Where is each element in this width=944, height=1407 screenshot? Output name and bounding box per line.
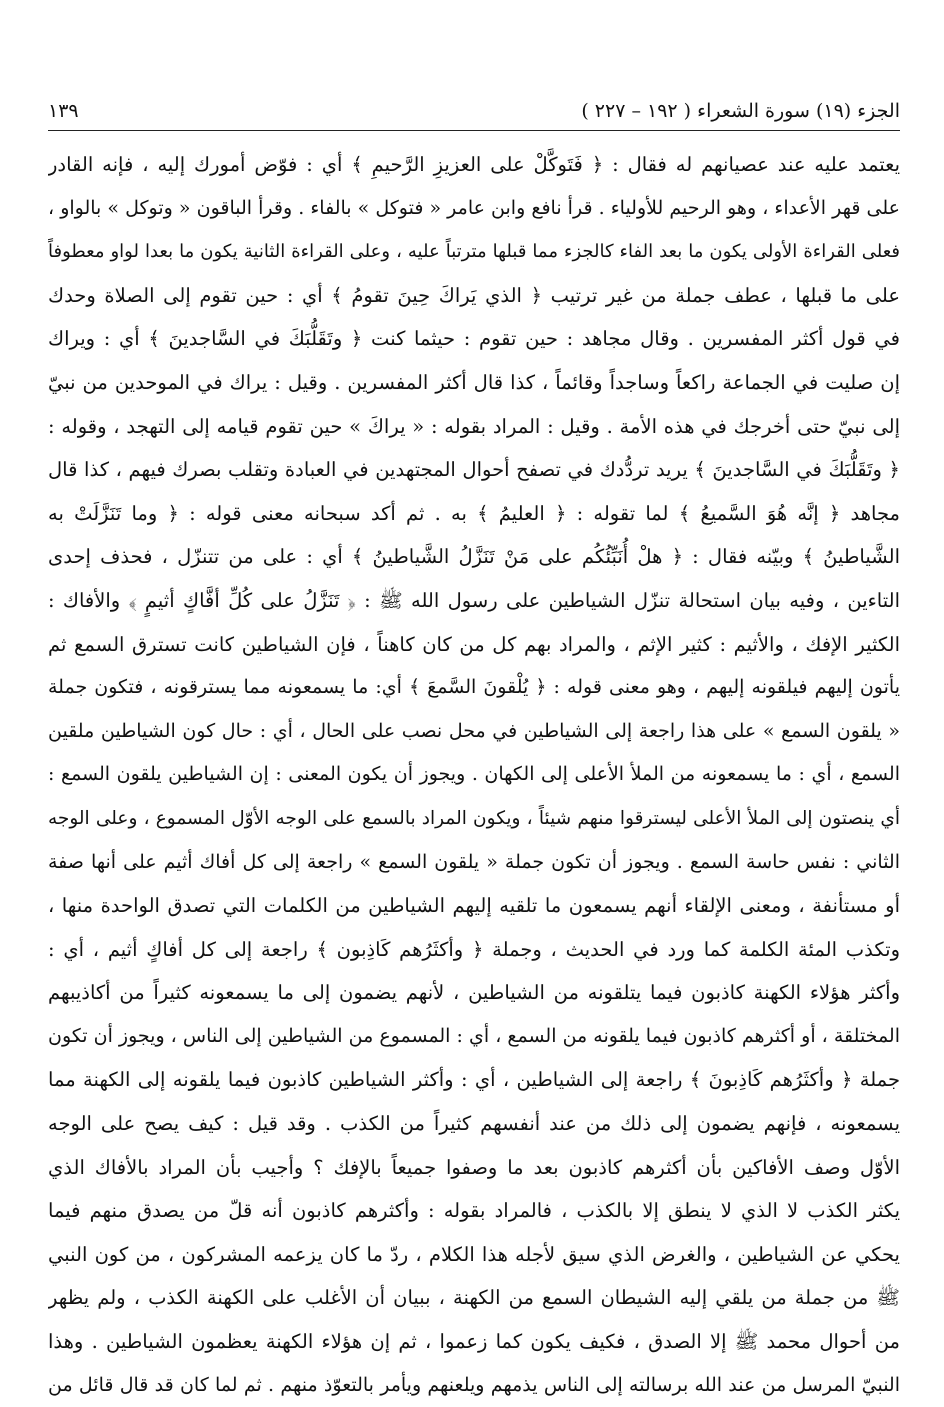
text-line: المختلقة ، أو أكثرهم كاذبون فيما يلقونه من السمع ، أي : المسموع من الشياطين إلى الناس ، ويجوز أن تكون — [48, 1024, 900, 1047]
text-line: وتكذب المئة الكلمة كما ورد في الحديث ، وجملة ﴿ وأكثَرُهم كَاذِبون ﴾ راجعة إلى كل أفاكٍ أثيم ، أي : — [48, 937, 900, 961]
running-header — [48, 92, 900, 131]
text-line: يسمعونه ، فإنهم يضمون إلى ذلك من عند أنفسهم كثيراً من الكذب . وقد قيل : كيف يصح على الوجه — [48, 1112, 900, 1136]
text-line: الشَّياطينُ ﴾ وبيّنه فقال : ﴿ هلْ أُنَبِّئُكُم على مَنْ تَنَزَّلُ الشَّياطينُ ﴾ أي : على من تتنزّل ، فحذف إحدى — [48, 545, 900, 569]
text-line: يحكي عن الشياطين ، والغرض الذي سيق لأجله هذا الكلام ، ردّ ما كان يزعمه المشركون ، من كون النبي — [48, 1242, 900, 1266]
text-line: التاءين ، وفيه بيان استحالة تنزّل الشياطين على رسول الله ﷺ : ﴿ تَنَزَّلُ على كُلِّ أفَّاكٍ أثيمٍ ﴾ والأفاك : — [48, 588, 900, 612]
text-line: الأوّل وصف الأفاكين بأن أكثرهم كاذبون بعد ما وصفوا جميعاً بالإفك ؟ وأجيب بأن المراد بالأفاك الذي — [48, 1155, 900, 1179]
text-line: فعلى القراءة الأولى يكون ما بعد الفاء كالجزء مما قبلها مترتباً عليه ، وعلى القراءة الثانية يكون ما بعدا لواو معطوفاً — [48, 241, 900, 263]
text-line: وأكثر هؤلاء الكهنة كاذبون فيما يتلقونه من الشياطين ، لأنهم يضمون إلى ما يسمعونه كثيراً من أكاذيبهم — [48, 981, 900, 1005]
text-line: يكثر الكذب لا الذي لا ينطق إلا بالكذب ، فالمراد بقوله : وأكثرهم كاذبون أنه قلّ من يصدق منهم فيما — [48, 1199, 900, 1223]
text-line: يأتون إليهم فيلقونه إليهم ، وهو معنى قوله : ﴿ يُلْقونَ السَّمعَ ﴾ أي: ما يسمعونه مما يسترقونه ، فتكون جملة — [48, 676, 900, 699]
text-line: جملة ﴿ وأكثَرُهم كَاذِبونَ ﴾ راجعة إلى الشياطين ، أي : وأكثر الشياطين كاذبون فيما يلقونه إلى الكهنة مما — [48, 1068, 900, 1092]
text-line: مجاهد ﴿ إنَّه هُوَ السَّميعُ ﴾ لما تقوله : ﴿ العليمُ ﴾ به . ثم أكد سبحانه معنى قوله : ﴿ وما تَنَزَّلَتْ به — [48, 501, 900, 525]
text-line: السمع ، أي : ما يسمعونه من الملأ الأعلى إلى الكهان . ويجوز أن يكون المعنى : إن الشياطين يلقون السمع : — [48, 763, 900, 786]
text-line: إن صليت في الجماعة راكعاً وساجداً وقائماً ، كذا قال أكثر المفسرين . وقيل : يراك في الموحدين من نبيّ — [48, 370, 900, 394]
text-line: إلى نبيّ حتى أخرجك في هذه الأمة . وقيل : المراد بقوله : « يراكَ » حين تقوم قيامه إلى التهجد ، وقوله : — [48, 414, 900, 438]
text-line: يعتمد عليه عند عصيانهم له فقال : ﴿ فَتَوكَّلْ على العزيزِ الرَّحيمِ ﴾ أي : فوّض أمورك إليه ، فإنه القادر — [48, 153, 900, 176]
text-line: ﴿ وتَقَلُّبَكَ في السَّاجدينَ ﴾ يريد تردُّدك في تصفح أحوال المجتهدين في العبادة وتقلب بصرك فيهم ، كذا قال — [48, 458, 900, 482]
text-line: في قول أكثر المفسرين . وقال مجاهد : حين تقوم : حيثما كنت ﴿ وتَقَلُّبَكَ في السَّاجدينَ ﴾ أي : ويراك — [48, 327, 900, 351]
text-line: « يلقون السمع » على هذا راجعة إلى الشياطين في محل نصب على الحال ، أي : حال كون الشياطين ملقين — [48, 719, 900, 742]
text-line: النبيّ المرسل من عند الله برسالته إلى الناس يذمهم ويلعنهم ويأمر بالتعوّذ منهم . ثم لما كان قد قال قائل من — [48, 1373, 900, 1396]
text-line: أو مستأنفة ، ومعنى الإلقاء أنهم يسمعون ما تلقيه إليهم الشياطين من الكلمات التي تصدق الواحدة منها ، — [48, 894, 900, 918]
text-line: من أحوال محمد ﷺ إلا الصدق ، فكيف يكون كما زعموا ، ثم إن هؤلاء الكهنة يعظمون الشياطين . وهذا — [48, 1330, 900, 1354]
page-number: ١٣٩ — [48, 100, 79, 122]
text-line: على ما قبلها ، عطف جملة من غير ترتيب ﴿ الذي يَراكَ حِينَ تقومُ ﴾ أي : حين تقوم إلى الصلاة وحدك — [48, 283, 900, 307]
text-line: أي ينصتون إلى الملأ الأعلى ليسترقوا منهم شيئاً ، ويكون المراد بالسمع على الوجه الأوّل المسموع ، وعلى الوجه — [48, 807, 900, 829]
text-line: الثاني : نفس حاسة السمع . ويجوز أن تكون جملة « يلقون السمع » راجعة إلى كل أفاك أثيم على أنها صفة — [48, 850, 900, 873]
page-body — [48, 131, 900, 1407]
text-line: ﷺ من جملة من يلقي إليه الشيطان السمع من الكهنة ، ببيان أن الأغلب على الكهنة الكذب ، ولم يظهر — [48, 1286, 900, 1310]
document-page — [48, 92, 900, 1396]
header-title: الجزء (١٩) سورة الشعراء ( ١٩٢ – ٢٢٧ ) — [581, 100, 900, 122]
text-line: الكثير الإفك ، والأثيم : كثير الإثم ، والمراد بهم كل من كان كاهناً ، فإن الشياطين كانت تسترق السمع ثم — [48, 632, 900, 656]
text-line: على قهر الأعداء ، وهو الرحيم للأولياء . قرأ نافع وابن عامر « فتوكل » بالفاء . وقرأ الباقون « وتوكل » بالواو ، — [48, 196, 900, 219]
